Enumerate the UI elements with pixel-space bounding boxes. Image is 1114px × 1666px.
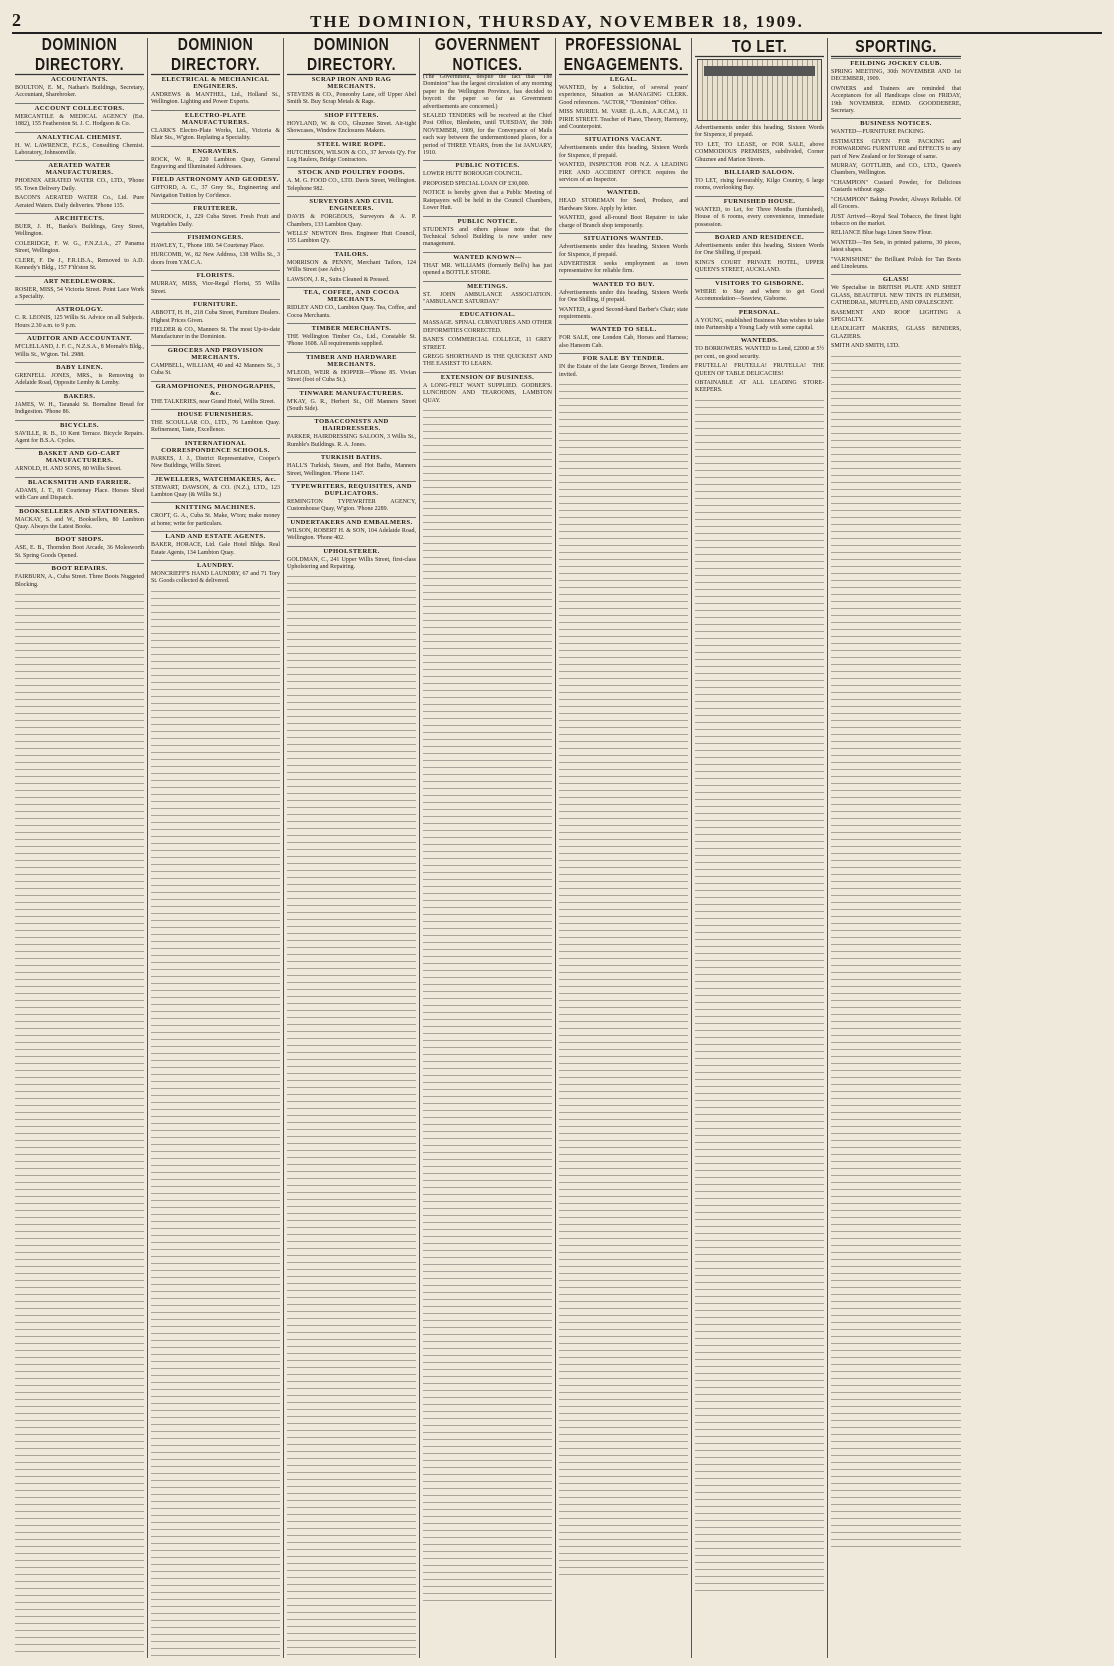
advertisement-text: HOYLAND, W. & CO., Ghuznee Street. Air-tight Showcases, Window Enclosures Makers. <box>287 120 416 135</box>
advertisement-text: Advertisements under this heading, Sixteen Words for Sixpence, if prepaid. <box>559 145 688 159</box>
advertisement-text: SEALED TENDERS will be received at the Chief Post Office, Blenheim, until TUESDAY, the 30th NOVEMBER, 1909, for the Conveyance of Mails each way between the undermentioned places, for a period of THREE YEARS, from the 1st JANUARY, 1910. <box>423 113 552 157</box>
section-heading: STOCK AND POULTRY FOODS. <box>287 167 416 176</box>
advertisement-text: JAMES, W. H., Taranaki St. Bornaline Bread for Indigestion. 'Phone 86. <box>15 401 144 416</box>
section-heading: TURKISH BATHS. <box>287 452 416 461</box>
dense-text-block <box>151 588 280 1658</box>
section-heading: SITUATIONS WANTED. <box>559 233 688 242</box>
advertisement-text: M'KAY, G. R., Herbert St., Off Manners Street (South Side). <box>287 398 416 412</box>
column-heading: PROFESSIONAL ENGAGEMENTS. <box>559 38 688 75</box>
advertisement-text: THAT MR. WILLIAMS (formerly Bell's) has just opened a BOTTLE STORE. <box>423 262 552 277</box>
advertisement-text: FRUTELLA! FRUTELLA! FRUTELLA! THE QUEEN OF TABLE DELICACIES! <box>695 363 824 377</box>
advertisement-text: MURRAY, GOTTLIEB, and CO., LTD., Queen's Chambers, Wellington. <box>831 163 961 177</box>
column-4 <box>420 38 556 1658</box>
section-heading: BOARD AND RESIDENCE. <box>695 232 824 241</box>
dense-text-block <box>423 407 552 1607</box>
advertisement-text: BOULTON, E. M., Nathan's Buildings, Secretary, Accountant, Sharebroker. <box>15 85 144 99</box>
dense-text-block <box>287 573 416 1658</box>
section-heading: FIELD ASTRONOMY AND GEODESY. <box>152 176 279 184</box>
column-heading: DOMINION DIRECTORY. <box>287 38 416 75</box>
section-heading: PUBLIC NOTICE. <box>423 216 552 225</box>
section-heading: UPHOLSTERER. <box>287 546 416 555</box>
advertisement-text: FAIRBURN, A., Cuba Street. Three Boots Nuggeted Blocking. <box>15 574 144 588</box>
section-heading: ELECTRICAL & MECHANICAL ENGINEERS. <box>151 74 280 90</box>
advertisement-text: PARKES, J. J., District Representative, Cooper's New Buildings, Willis Street. <box>151 455 280 470</box>
column-heading: SPORTING. <box>831 38 961 57</box>
section-heading: INTERNATIONAL CORRESPONDENCE SCHOOLS. <box>151 438 280 454</box>
advertisement-text: GIFFORD, A. C., 37 Grey St., Engineering and Navigation Tuition by Cor'dence. <box>151 185 280 199</box>
column-heading: DOMINION DIRECTORY. <box>15 38 144 75</box>
advertisement-text: THE TALKERIES, near Grand Hotel, Willis Street. <box>151 398 276 405</box>
advertisement-text: Advertisements under this heading, Sixteen Words for One Shilling, if prepaid. <box>559 289 688 304</box>
section-heading: PUBLIC NOTICES. <box>423 160 552 169</box>
section-heading: SCRAP IRON AND RAG MERCHANTS. <box>287 74 416 90</box>
advertisement-text: THE Wellington Timber Co., Ltd., Constable St. 'Phone 1608. All requirements supplied. <box>287 333 416 348</box>
advertisement-text: LEADLIGHT MAKERS, GLASS BENDERS, GLAZIERS. <box>831 326 961 340</box>
section-heading: BILLIARD SALOON. <box>695 167 824 176</box>
building-illustration <box>697 59 822 121</box>
column-heading: TO LET. <box>695 38 824 57</box>
section-heading: FRUITERER. <box>151 203 280 212</box>
advertisement-text: BUER, J. H., Banks's Buildings, Grey Street, Wellington. <box>15 224 144 238</box>
column-container <box>12 38 1102 1658</box>
section-heading: FURNISHED HOUSE. <box>695 196 824 205</box>
section-heading: ANALYTICAL CHEMIST. <box>15 132 144 141</box>
advertisement-text: MONCRIEFF'S HAND LAUNDRY, 67 and 71 Tory St. Goods collected & delivered. <box>151 571 280 585</box>
advertisement-text: ADVERTISER seeks employment as town representative for reliable firm. <box>559 260 688 275</box>
advertisement-text: ABBOTT, H. H., 218 Cuba Street, Furniture Dealers. Highest Prices Given. <box>151 310 280 324</box>
advertisement-text: IN the Estate of the late George Brown, Tenders are invited. <box>559 364 688 378</box>
section-heading: SHOP FITTERS. <box>287 110 416 119</box>
advertisement-text: CLARK'S Electro-Plate Works, Ltd., Victoria & Blair Sts., W'gton. Replating a Speciality. <box>151 127 280 142</box>
advertisement-text: MACKAY, S. and W., Booksellers, 80 Lambton Quay. Always the Latest Books. <box>15 516 144 530</box>
section-heading: AUDITOR AND ACCOUNTANT. <box>15 333 144 342</box>
advertisement-text: THE SCOULLAR CO., LTD., 76 Lambton Quay. Refinement, Taste, Excellence. <box>151 419 280 434</box>
advertisement-text: JUST Arrived—Royal Seal Tobacco, the finest light tobacco on the market. <box>831 213 961 227</box>
column-heading: GOVERNMENT NOTICES. <box>423 38 552 75</box>
advertisement-text: LOWER HUTT BOROUGH COUNCIL. <box>423 171 523 178</box>
dense-text-block <box>559 381 688 1581</box>
advertisement-text: WANTED, by a Solicitor, of several years' experience, Situation as MANAGING CLERK. Good references. "ACTOR," "Dominion" Office. <box>559 85 688 106</box>
section-heading: WANTED TO BUY. <box>559 279 688 288</box>
column-1 <box>12 38 148 1658</box>
advertisement-text: GOLDMAN, C., 241 Upper Willis Street, first-class Upholstering and Repairing. <box>287 556 416 570</box>
section-heading: LEGAL. <box>559 74 688 83</box>
advertisement-text: MASSAGE. SPINAL CURVATURES AND OTHER DEFORMITIES CORRECTED. <box>423 320 552 334</box>
advertisement-text: WANTED, good all-round Boot Repairer to take charge of Branch shop temporarily. <box>559 215 688 229</box>
advertisement-text: "CHAMPION" Baking Powder, Always Reliable. Of all Grocers. <box>831 196 961 211</box>
section-heading: PERSONAL. <box>695 307 824 316</box>
advertisement-text: STUDENTS and others please note that the Technical School Building is now under new management. <box>423 226 552 248</box>
section-heading: ARCHITECTS. <box>15 213 144 222</box>
advertisement-text: MURRAY, MISS, Vice-Regal Florist, 55 Willis Street. <box>151 281 280 295</box>
advertisement-text: WANTED—FURNITURE PACKING. <box>831 129 926 136</box>
advertisement-text: HAWLEY, T., 'Phone 180. 54 Courtenay Place. <box>151 243 265 250</box>
advertisement-text: Advertisements under this heading, Sixteen Words for One Shilling, if prepaid. <box>695 243 824 257</box>
advertisement-text: WILSON, ROBERT H. & SON, 104 Adelaide Road, Wellington. 'Phone 402. <box>287 527 416 542</box>
section-heading: SITUATIONS VACANT. <box>559 134 688 143</box>
advertisement-text: SMITH AND SMITH, LTD. <box>831 343 900 350</box>
column-heading: DOMINION DIRECTORY. <box>151 38 280 75</box>
section-heading: ENGRAVERS. <box>151 146 280 155</box>
section-heading: WANTED KNOWN— <box>423 252 552 261</box>
dense-text-block <box>831 353 961 1553</box>
advertisement-text: ADAMS, J. T., 81 Courtenay Place. Horses Shod with Care and Dispatch. <box>15 487 144 502</box>
section-heading: HOUSE FURNISHERS. <box>151 409 280 418</box>
advertisement-text: PARKER, HAIRDRESSING SALOON, 3 Willis St., Rumble's Buildings. R. A. Jones. <box>287 434 416 448</box>
section-heading: BLACKSMITH AND FARRIER. <box>15 477 144 486</box>
column-6 <box>692 38 828 1658</box>
section-heading: GLASS! <box>831 274 961 283</box>
advertisement-text: RIDLEY AND CO., Lambton Quay. Tea, Coffee, and Cocoa Merchants. <box>287 305 416 319</box>
section-heading: LAUNDRY. <box>151 560 280 569</box>
section-heading: ELECTRO-PLATE MANUFACTURERS. <box>151 110 280 126</box>
advertisement-text: CLERE, F. De J., F.R.I.B.A., Removed to A.D. Kennedy's Bldg., 157 F'th'ston St. <box>15 257 144 272</box>
column-2 <box>148 38 284 1658</box>
advertisement-text: WANTED, to Let, for Three Months (furnished), House of 6 rooms, every convenience, immediate possession. <box>695 206 824 228</box>
advertisement-text: HUTCHESON, WILSON & CO., 37 Jervois Q'y. For Log Haulers, Bridge Contractors. <box>287 149 416 164</box>
advertisement-text: KING'S COURT PRIVATE HOTEL, UPPER QUEEN'S STREET, AUCKLAND. <box>695 259 824 274</box>
advertisement-text: WANTED, INSPECTOR FOR N.Z. A LEADING FIRE AND ACCIDENT OFFICE requires the services of an Inspector. <box>559 162 688 184</box>
advertisement-text: We Specialise in BRITISH PLATE AND SHEET GLASS, BEAUTIFUL NEW TINTS IN FLEMISH, CATHEDRAL, MUFFLED, AND OPALESCENT. <box>831 285 961 307</box>
advertisement-text: MURDOCK, J., 229 Cuba Street. Fresh Fruit and Vegetables Daily. <box>151 214 280 228</box>
advertisement-text: COLERIDGE, F. W. G., F.N.Z.I.A., 27 Panama Street, Wellington. <box>15 240 144 255</box>
advertisement-text: BANE'S COMMERCIAL COLLEGE, 11 GREY STREET. <box>423 337 552 351</box>
section-heading: JEWELLERS, WATCHMAKERS, &c. <box>151 474 280 483</box>
advertisement-text: H. W. LAWRENCE, F.C.S., Consulting Chemist. Laboratory, Johnsonville. <box>15 142 144 157</box>
advertisement-text: GRENFELL JONES, MRS., is Removing to Adelaide Road, Opposite Lemby & Lemby. <box>15 372 144 387</box>
advertisement-text: BACON'S AERATED WATER Co., Ltd. Pure Aerated Waters. Daily deliveries. 'Phone 135. <box>15 195 144 209</box>
advertisement-text: DAVIS & FORGEOUS, Surveyors & A. P. Chambers, 133 Lambton Quay. <box>287 214 416 228</box>
advertisement-text: TO BORROWERS. WANTED to Lend, £2000 at 5½ per cent., on good security. <box>695 346 824 360</box>
section-heading: EXTENSION OF BUSINESS. <box>423 372 552 381</box>
advertisement-text: SAVILLE, R. B., 10 Kent Terrace. Bicycle Repairs. Agent for B.S.A. Cycles. <box>15 430 144 444</box>
advertisement-text: WANTED—Ten Sets, in printed patterns, 30 pieces, latest shapes. <box>831 239 961 254</box>
section-heading: TIMBER MERCHANTS. <box>287 323 416 332</box>
advertisement-text: Advertisements under this heading, Sixteen Words for Sixpence, if prepaid. <box>695 125 824 139</box>
advertisement-text: STEVENS & CO., Poneonby Lane, off Upper Abel Smith St. Buy Scrap Metals & Rags. <box>287 92 416 106</box>
advertisement-text: WANTED, a good Second-hand Barber's Chair; state requirements. <box>559 306 688 320</box>
advertisement-text: CAMPBELL, WILLIAM, 40 and 42 Manners St., 3 Cuba St. <box>151 362 280 377</box>
advertisement-text: M'LEOD, WEIR & HOPPER—'Phone 85. Vivian Street (foot of Cuba St.). <box>287 369 416 384</box>
advertisement-text: MERCANTILE & MEDICAL AGENCY (Est. 1882), 155 Featherston St. J. C. Hodgson & Co. <box>15 113 144 128</box>
advertisement-text: HURCOMB, W., 82 New Address, 138 Willis St., 3 doors from Y.M.C.A. <box>151 252 280 266</box>
section-heading: FURNITURE. <box>151 299 280 308</box>
section-heading: AERATED WATER MANUFACTURERS. <box>15 160 144 176</box>
advertisement-text: ESTIMATES GIVEN FOR PACKING and FORWARDING FURNITURE and EFFECTS to any part of New Zealand or for Storage of same. <box>831 138 961 160</box>
section-heading: BUSINESS NOTICES. <box>831 118 961 127</box>
advertisement-text: CROFT, G. A., Cuba St. Make, W'ton; make money at home; write for particulars. <box>151 513 280 527</box>
masthead <box>12 10 1102 34</box>
advertisement-text: REMINGTON TYPEWRITER AGENCY, Customhouse Quay, W'gton. 'Phone 2289. <box>287 498 416 513</box>
column-3 <box>284 38 420 1658</box>
advertisement-text: LAWSON, J. R., Suits Cleaned & Pressed. <box>287 276 390 283</box>
advertisement-text: MORRISON & PENNY, Merchant Tailors, 124 Willis Street (see Advt.) <box>287 259 416 274</box>
advertisement-text: TO LET, rising favourably, Kilgo Country, 6 large rooms, overlooking Bay. <box>695 178 824 192</box>
section-heading: WANTED TO SELL. <box>559 324 688 333</box>
section-heading: EDUCATIONAL. <box>423 309 552 318</box>
column-7 <box>828 38 964 1658</box>
section-heading: TINWARE MANUFACTURERS. <box>287 388 416 397</box>
advertisement-text: STEWART, DAWSON, & CO. (N.Z.), LTD., 123 Lambton Quay (& Willis St.) <box>151 484 280 498</box>
advertisement-text: HEAD STOREMAN for Seed, Produce, and Hardware Store. Apply by letter. <box>559 198 688 212</box>
section-heading: GROCERS AND PROVISION MERCHANTS. <box>151 345 280 361</box>
section-heading: FLORISTS. <box>151 270 280 279</box>
advertisement-text: ARNOLD, H. AND SONS, 80 Willis Street. <box>15 466 122 473</box>
section-heading: BICYCLES. <box>15 420 144 429</box>
section-heading: BABY LINEN. <box>15 362 144 371</box>
advertisement-text: TO LET, TO LEASE, or FOR SALE, above COMMODIOUS PREMISES, subdivided, Corner Ghuznee and Marion Streets. <box>695 141 824 163</box>
dense-text-block <box>15 591 144 1658</box>
section-heading: BASKET AND GO-CART MANUFACTURERS. <box>15 448 144 464</box>
section-heading: BOOT SHOPS. <box>15 534 144 543</box>
advertisement-text: ASE, E. B., Thorndon Boot Arcade, 36 Molesworth St. Spring Goods Opened. <box>15 545 144 559</box>
section-heading: BAKERS. <box>15 391 144 400</box>
advertisement-text: GREGG SHORTHAND IS THE QUICKEST AND THE EASIEST TO LEARN. <box>423 353 552 368</box>
section-heading: FISHMONGERS. <box>151 232 280 241</box>
section-heading: WANTEDS. <box>695 335 824 344</box>
section-heading: FOR SALE BY TENDER. <box>559 353 688 362</box>
advertisement-text: NOTICE is hereby given that a Public Meeting of Ratepayers will be held in the Council Chambers, Lower Hutt. <box>423 190 552 212</box>
section-heading: TYPEWRITERS, REQUISITES, AND DUPLICATORS. <box>287 481 416 497</box>
section-heading: TIMBER AND HARDWARE MERCHANTS. <box>287 352 416 368</box>
advertisement-text: M'CLELLAND, J. F. C., N.Z.S.A., 8 Mornab's Bldg., Willis St., W'gton. Tel. 2988. <box>15 344 144 358</box>
advertisement-text: A LONG-FELT WANT SUPPLIED. GODBER'S. LUNCHEON AND TEAROOMS, LAMBTON QUAY. <box>423 382 552 404</box>
section-heading: MEETINGS. <box>423 281 552 290</box>
section-heading: GRAMOPHONES, PHONOGRAPHS, &c. <box>151 381 280 397</box>
section-heading: ASTROLOGY. <box>15 304 144 313</box>
advertisement-text: RELIANCE Blue bags Linen Snow Flour. <box>831 230 933 237</box>
advertisement-text: FIELDER & CO., Manners St. The most Up-to-date Manufacturer in the Dominion. <box>151 326 280 341</box>
column-5 <box>556 38 692 1658</box>
advertisement-text: ST. JOHN AMBULANCE ASSOCIATION. "AMBULANCE SATURDAY." <box>423 291 552 305</box>
section-heading: WANTED. <box>559 187 688 196</box>
section-heading: BOOT REPAIRS. <box>15 563 144 572</box>
advertisement-text: "CHAMPION" Custard Powder, for Delicious Custards without eggs. <box>831 179 961 194</box>
advertisement-text: BASEMENT AND ROOF LIGHTING A SPECIALTY. <box>831 309 961 323</box>
advertisement-text: A. M. G. FOOD CO., LTD. Davis Street, Wellington. Telephone 982. <box>287 178 416 192</box>
advertisement-text: WHERE to Stay and where to get Good Accommodation—Seaview, Gisborne. <box>695 288 824 303</box>
advertisement-text: OBTAINABLE AT ALL LEADING STORE-KEEPERS. <box>695 379 824 394</box>
section-heading: ACCOUNT COLLECTORS. <box>15 103 144 112</box>
section-heading: TOBACCONISTS AND HAIRDRESSERS. <box>287 416 416 432</box>
section-heading: STEEL WIRE ROPE. <box>287 139 416 148</box>
section-heading: KNITTING MACHINES. <box>151 502 280 511</box>
section-heading: SURVEYORS AND CIVIL ENGINEERS. <box>287 196 416 212</box>
advertisement-text: MISS MURIEL M. VARE (L.A.B., A.R.C.M.), 11 PIRIE STREET. Teacher of Piano, Theory, Harmony, and Counterpoint. <box>559 109 688 131</box>
section-heading: VISITORS TO GISBORNE. <box>695 278 824 287</box>
section-heading: TAILORS. <box>287 249 416 258</box>
advertisement-text: ROCK, W. R., 220 Lambton Quay, General Engraving and Illuminated Addresses. <box>151 156 280 171</box>
section-heading: FEILDING JOCKEY CLUB. <box>831 58 961 67</box>
advertisement-text: PROPOSED SPECIAL LOAN OF £30,000. <box>423 180 530 187</box>
advertisement-text: BAKER, HORACE, Ltd. Gale Hotel Bldgs. Real Estate Agents, 134 Lambton Quay. <box>151 542 280 556</box>
dense-text-block <box>695 397 824 1597</box>
section-heading: BOOKSELLERS AND STATIONERS. <box>15 506 144 515</box>
section-heading: LAND AND ESTATE AGENTS. <box>151 531 280 540</box>
advertisement-text: ANDREWS & MANTHEL, Ltd., Holland St., Wellington. Lighting and Power Experts. <box>151 92 280 106</box>
advertisement-text: HALL'S Turkish, Steam, and Hot Baths, Manners Street, Wellington. 'Phone 1147. <box>287 463 416 477</box>
building-roof <box>704 66 815 76</box>
advertisement-text: (The Government, despite the fact that "The Dominion" has the largest circulation of any morning paper in the Wellington Province, has decided to boycott the paper so far as Government advertisements are concerned.) <box>423 74 552 110</box>
advertisement-text: SPRING MEETING, 30th NOVEMBER AND 1st DECEMBER, 1909. <box>831 69 961 83</box>
page-number: 2 <box>12 10 21 30</box>
section-heading: TEA, COFFEE, AND COCOA MERCHANTS. <box>287 287 416 303</box>
advertisement-text: C. R. LEONIS, 125 Willis St. Advice on all Subjects. Hours 2.30 a.m. to 9 p.m. <box>15 315 144 329</box>
advertisement-text: "VARNISHINE" the Brilliant Polish for Tan Boots and Linoleums. <box>831 256 961 270</box>
advertisement-text: PHOENIX AERATED WATER CO., LTD., 'Phone 95. Town Delivery Daily. <box>15 178 144 192</box>
section-heading: ACCOUNTANTS. <box>15 74 144 83</box>
advertisement-text: A YOUNG, established Business Man wishes to take into Partnership a Young Lady with some capital. <box>695 317 824 331</box>
section-heading: UNDERTAKERS AND EMBALMERS. <box>287 517 416 526</box>
advertisement-text: WELLS' NEWTON Bros. Engineer Hutt Council, 155 Lambton Q'y. <box>287 231 416 245</box>
newspaper-title: THE DOMINION, THURSDAY, NOVEMBER 18, 1909. <box>310 12 804 31</box>
advertisement-text: ROSIER, MISS, 54 Victoria Street. Point Lace Work a Speciality. <box>15 286 144 300</box>
advertisement-text: OWNERS and Trainers are reminded that Acceptances for all Handicaps close on FRIDAY, 19th NOVEMBER. EDMD. GOODDEBERE, Secretary. <box>831 85 961 115</box>
advertisement-text: FOR SALE, one London Cab, Horses and Harness; also Hansom Cab. <box>559 335 688 349</box>
section-heading: ART NEEDLEWORK. <box>15 276 144 285</box>
advertisement-text: Advertisements under this heading, Sixteen Words for Sixpence, if prepaid. <box>559 244 688 258</box>
